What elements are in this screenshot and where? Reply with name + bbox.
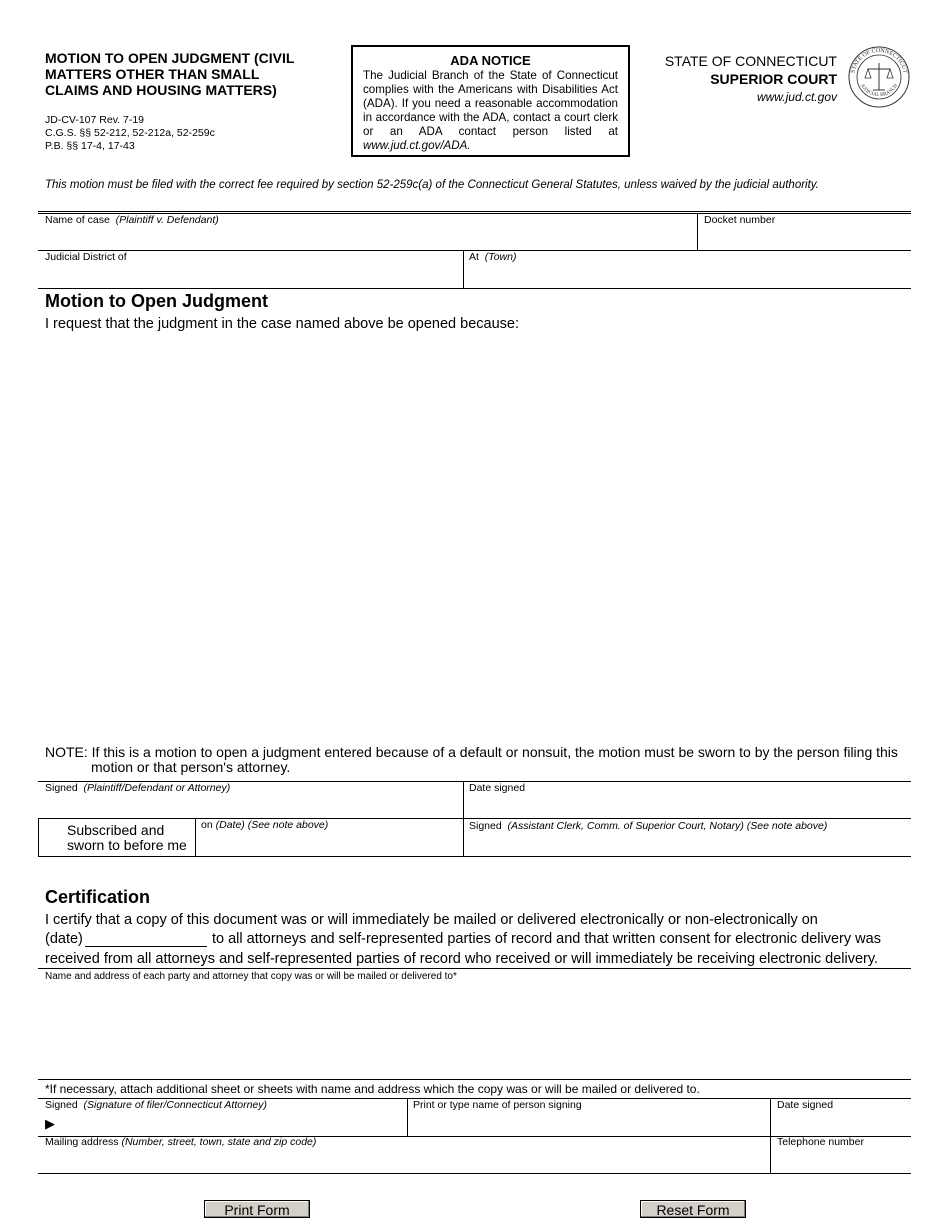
state-seal-icon [848, 46, 910, 108]
telephone-label: Telephone number [777, 1136, 864, 1148]
court-header [665, 52, 837, 106]
fee-note: This motion must be filed with the correct fee required by section 52-259c(a) of the Connecticut General Statutes, unless waived by the judicial authority. [45, 179, 819, 191]
ada-notice [351, 45, 630, 157]
attach-note: *If necessary, attach additional sheet or sheets with name and address which the copy was or will be mailed or delivered to. [45, 1082, 700, 1096]
town-input[interactable] [469, 266, 908, 286]
filer-signed-label: Signed (Signature of filer/Connecticut Attorney) [45, 1099, 267, 1111]
print-name-label: Print or type name of person signing [413, 1099, 582, 1111]
town-label: At (Town) [469, 251, 517, 263]
motion-request-text: I request that the judgment in the case named above be opened because: [45, 316, 520, 332]
certification-line2: to all attorneys and self-represented parties of record and that written consent for electronic delivery was [212, 931, 881, 947]
form-title: MOTION TO OPEN JUDGMENT (CIVIL MATTERS OTHER THAN SMALL CLAIMS AND HOUSING MATTERS) [45, 50, 295, 98]
name-of-case-label: Name of case (Plaintiff v. Defendant) [45, 214, 219, 226]
subscribed-label: Subscribed and sworn to before me [67, 822, 187, 853]
ada-heading: ADA NOTICE [450, 53, 531, 68]
court-url: www.jud.ct.gov [756, 90, 837, 104]
sworn-date-input[interactable] [201, 834, 460, 854]
statute-pb: P.B. §§ 17-4, 17-43 [45, 140, 135, 152]
clerk-signed-label: Signed (Assistant Clerk, Comm. of Superior Court, Notary) (See note above) [469, 820, 828, 832]
seal-bottom-text: JUDICIAL BRANCH [858, 83, 900, 99]
signed-label: Signed (Plaintiff/Defendant or Attorney) [45, 782, 231, 794]
sworn-note: NOTE: If this is a motion to open a judgment entered because of a default or nonsuit, the motion must be sworn to by the person filing this [45, 744, 898, 760]
names-addresses-textarea[interactable] [45, 986, 909, 1078]
reason-textarea[interactable] [45, 338, 909, 737]
docket-number-label: Docket number [704, 214, 776, 226]
filer-date-signed-label: Date signed [777, 1099, 834, 1111]
ada-url: www.jud.ct.gov/ADA. [363, 139, 471, 152]
ada-text: The Judicial Branch of the State of Connecticut complies with the Americans with Disabilities Act (ADA). If you need a reasonable accommodation in accordance with the ADA, contact a court clerk or an ADA contact person listed at [363, 69, 618, 138]
date-signed-input[interactable] [469, 797, 908, 817]
arrow-right-icon: ▶ [45, 1116, 55, 1131]
motion-heading: Motion to Open Judgment [45, 291, 268, 311]
judicial-district-label: Judicial District of [45, 251, 127, 263]
mailing-address-input[interactable] [45, 1151, 767, 1171]
telephone-input[interactable] [777, 1151, 909, 1171]
sworn-note-line2: motion or that person's attorney. [91, 759, 291, 775]
print-form-button[interactable]: Print Form [204, 1200, 310, 1218]
mailing-address-label: Mailing address (Number, street, town, state and zip code) [45, 1136, 317, 1148]
date-signed-label: Date signed [469, 782, 526, 794]
judicial-district-input[interactable] [45, 266, 459, 286]
certification-line3: received from all attorneys and self-represented parties of record who received or will immediately be receiving electronic delivery. [45, 951, 879, 967]
certification-date-input[interactable] [85, 930, 207, 947]
seal-top-text: STATE OF CONNECTICUT [850, 47, 908, 74]
certification-heading: Certification [45, 887, 151, 907]
filer-date-input[interactable] [777, 1114, 909, 1134]
on-date-label: on (Date) (See note above) [201, 819, 329, 831]
name-of-case-input[interactable] [45, 228, 694, 248]
state-name: STATE OF CONNECTICUT [664, 53, 837, 69]
court-name: SUPERIOR COURT [710, 71, 837, 87]
certification-line1: I certify that a copy of this document was or will immediately be mailed or delivered electronically or non-electronically on [45, 912, 818, 928]
certification-date-label: (date) [45, 931, 83, 947]
names-addresses-label: Name and address of each party and attorney that copy was or will be mailed or delivered to* [45, 971, 457, 982]
form-id: JD-CV-107 Rev. 7-19 [45, 114, 145, 126]
reset-form-button[interactable]: Reset Form [640, 1200, 746, 1218]
statute-cgs: C.G.S. §§ 52-212, 52-212a, 52-259c [45, 127, 215, 139]
docket-number-input[interactable] [704, 228, 908, 248]
print-name-input[interactable] [413, 1114, 767, 1134]
